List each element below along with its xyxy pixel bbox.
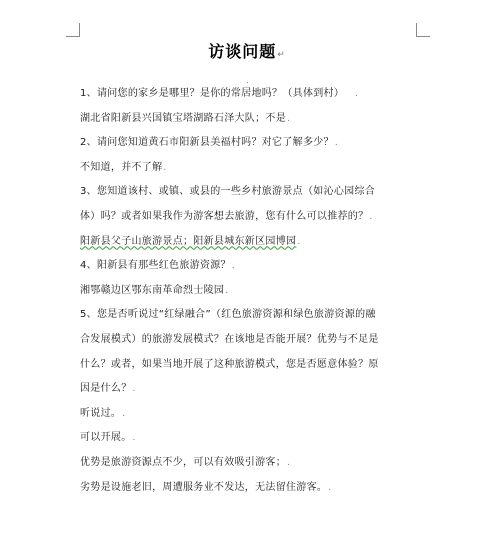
paragraph-mark-icon: . — [225, 285, 229, 296]
answer-5-line-4[interactable] — [80, 482, 416, 494]
question-5-line-4[interactable] — [80, 383, 416, 395]
paragraph-mark-icon: . — [287, 457, 291, 468]
title-text: 访谈问题 — [208, 42, 277, 61]
question-5-line-1[interactable] — [80, 309, 416, 321]
paragraph-mark-icon: . — [231, 261, 236, 272]
document-title[interactable] — [0, 39, 494, 62]
line-text: 3、您知道该村、或镇、或县的一些乡村旅游景点（如沁心园综合 — [80, 186, 376, 198]
paragraph-mark-icon: . — [334, 138, 339, 149]
crop-mark-top-left — [66, 23, 80, 37]
question-2[interactable] — [80, 137, 416, 149]
paragraph-mark-icon: . — [132, 384, 136, 395]
answer-5-line-2[interactable] — [80, 432, 416, 444]
paragraph-mark-icon: . — [246, 76, 249, 86]
answer-1[interactable] — [80, 113, 416, 125]
paragraph-mark-icon: . — [369, 211, 373, 222]
line-text: 湖北省阳新县兴国镇宝塔湖路石泽大队；不是 — [80, 112, 286, 124]
line-text: 5、您是否听说过“红绿融合”（红色旅游资源和绿色旅游资源的融 — [80, 309, 376, 321]
line-text: 优势是旅游资源点不少，可以有效吸引游客； — [80, 456, 286, 468]
empty-paragraph[interactable] — [0, 68, 494, 87]
document-body[interactable] — [80, 88, 416, 506]
answer-2[interactable] — [80, 162, 416, 174]
paragraph-mark-icon: . — [297, 236, 301, 247]
line-text: 阳新县父子山旅游景点；阳新县城东新区园博园 — [80, 235, 297, 247]
paragraph-mark-icon: . — [122, 408, 126, 419]
paragraph-mark-icon: . — [355, 89, 359, 99]
answer-5-line-1[interactable] — [80, 408, 416, 420]
line-text: 体）吗？或者如果我作为游客想去旅游，您有什么可以推荐的？ — [80, 210, 369, 222]
line-text: 1、请问您的家乡是哪里？是你的常居地吗？（具体到村） — [80, 88, 345, 99]
question-1[interactable] — [80, 88, 416, 100]
question-3-line-1[interactable] — [80, 186, 416, 198]
question-5-line-3[interactable] — [80, 359, 416, 371]
line-text: 听说过。 — [80, 407, 122, 419]
answer-4[interactable] — [80, 285, 416, 297]
paragraph-mark-icon: . — [328, 482, 332, 493]
line-text: 4、阳新县有那些红色旅游资源？ — [80, 260, 231, 272]
paragraph-mark-icon: . — [163, 162, 167, 173]
line-text: 什么？或者，如果当地开展了这种旅游模式，您是否愿意体验？原 — [80, 358, 379, 370]
question-5-line-2[interactable] — [80, 334, 416, 346]
crop-mark-top-right — [416, 23, 430, 37]
line-text: 劣势是设施老旧，周遭服务业不发达，无法留住游客。 — [80, 481, 328, 493]
paragraph-mark-icon: . — [287, 113, 291, 124]
question-4[interactable] — [80, 260, 416, 272]
line-text: 可以开展。 — [80, 432, 132, 444]
answer-3[interactable] — [80, 236, 416, 248]
line-text: 不知道，并不了解 — [80, 161, 163, 173]
line-text: 因是什么？ — [80, 383, 132, 395]
question-3-line-2[interactable] — [80, 211, 416, 223]
line-text: 2、请问您知道黄石市阳新县美福村吗？对它了解多少？ — [80, 137, 334, 149]
paragraph-mark-icon: ↵ — [277, 50, 286, 60]
paragraph-mark-icon: . — [132, 433, 136, 444]
answer-5-line-3[interactable] — [80, 457, 416, 469]
line-text: 湘鄂赣边区鄂东南革命烈士陵园 — [80, 284, 225, 296]
line-text: 合发展模式）的旅游发展模式？在该地是否能开展？优势与不足是 — [80, 333, 379, 345]
